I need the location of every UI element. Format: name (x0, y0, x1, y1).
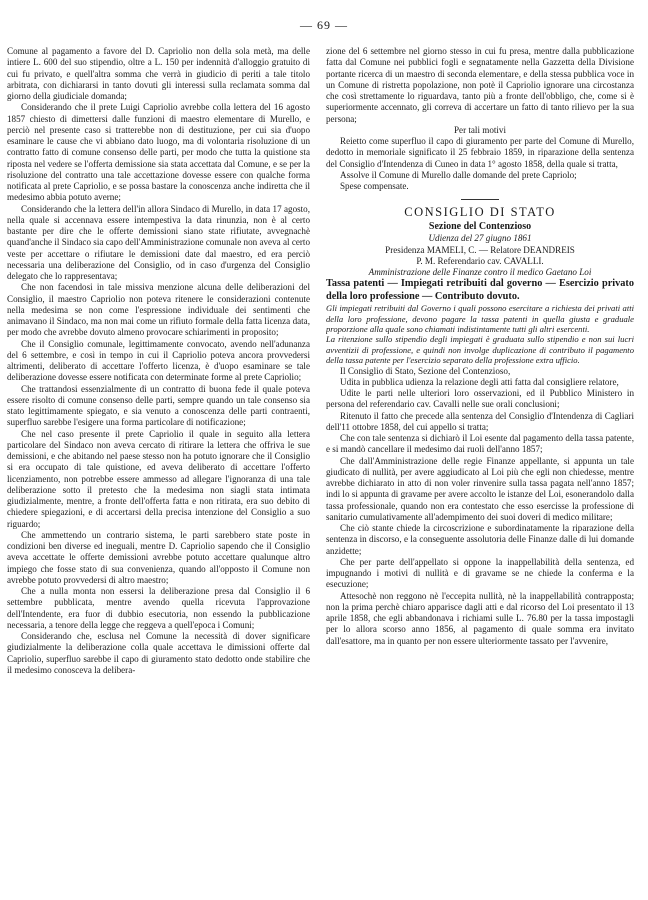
paragraph: Considerando che, esclusa nel Comune la necessità di dover significare giudizialmente la deliberazione colla quale accettava le dimissioni offerte dal Capriolio, superfluo sarebbe il capo di giuramento stato dedotto onde stabilire che il medesimo conosceva la delibera- (7, 631, 310, 675)
legal-maxim: Gli impiegati retribuiti dal Governo i quali possono esercitare a richiesta dei privati atti della loro professione, devono pagare la tassa patenti in quella giusta e graduale proporzione alla quale sono chiamati indistintamente tutti gli altri esercenti. (326, 303, 634, 335)
paragraph: Comune al pagamento a favore del D. Capriolio non della sola metà, ma delle intiere L. 600 del suo stipendio, oltre a L. 150 per indennità d'alloggio gratuito di cui fu privato, e quell'altra somma che verrà in giudicio di periti a tale titolo arbitrata, con dichiararsi in tanto dovuti gli interessi sulla reclamata somma dal giorno della giudiciale domanda; (7, 46, 310, 101)
paragraph: Considerando che il prete Luigi Capriolio avrebbe colla lettera del 16 agosto 1857 chiesto di dimettersi dalle funzioni di maestro elementare di Murello, e perciò nel presente caso si tratterebbe non di destituzione, per cui sia d'uopo esaminare le cause che vi abbiano dato luogo, ma di volontaria risoluzione di un contratto fatto di comune consenso delle parti, per modo che tutta la quistione sta riposta nel vedere se l'offerta demissione sia stata accettata dal Comune, e se per la risoluzione del contratto una tale accettazione dovesse essere con qualche forma notificata al prete Capriolio, e se possa bastare la conoscenza anche indiretta che il medesimo abbia potuto averne; (7, 102, 310, 203)
paragraph: Che il Consiglio comunale, legittimamente convocato, avendo nell'adunanza del 6 settembre, e così in tempo in cui il Capriolio poteva ancora provvedersi altrimenti, deliberato di accettare l'offerto licenza, è d'uopo esaminare se tale deliberazione dovesse essere notificata con determinate forme al prete Capriolio; (7, 338, 310, 383)
case-subject: Tassa patenti — Impiegati retribuiti dal governo — Esercizio privato della loro professione — Contributo dovuto. (326, 278, 634, 302)
paragraph: Assolve il Comune di Murello dalle domande del prete Capriolo; (340, 169, 577, 180)
right-column (326, 46, 634, 892)
paragraph: zione del 6 settembre nel giorno stesso in cui fu presa, mentre dalla pubblicazione fatta dal Comune nei pubblici fogli e segnatamente nella Gazzetta della Divisione portante ricerca di un maestro di seconda elementare, e della stessa pubblica voce in un Comune di ristretta popolazione, non potè il Capriolio ignorare una circostanza che così strettamente lo riguardava, tanto più a fronte dell'obbligo, che, come si è superiormente accennato, gli correva di accertare un fatto di tanto rilievo per la sua persona; (326, 46, 634, 124)
paragraph: Che ammettendo un contrario sistema, le parti sarebbero state poste in condizioni ben diverse ed ineguali, mentre D. Capriolio sapendo che il Consiglio aveva accettate le offerte demissioni avrebbe potuto accettare qualunque altro impiego che fosse stato di sua convenienza, quando all'opposto il Comune non avrebbe potuto provvedersi di altro maestro; (7, 529, 310, 585)
paragraph: Udite le parti nelle ulteriori loro osservazioni, ed il Pubblico Ministero in persona del referendario cav. Cavalli nelle sue orali conclusioni; (326, 388, 634, 410)
paragraph: Che per parte dell'appellato si oppone la inappellabilità della sentenza, ed impugnando i motivi di nullità e di gravame se ne chiede la conferma e la esecuzione; (326, 556, 634, 590)
paragraph: Che a nulla monta non essersi la deliberazione presa dal Consiglio il 6 settembre pubblicata, mentre avendo quella ricevuta l'approvazione dell'Intendente, era fuor di dubbio esecutoria, non essendo la pubblicazione necessaria, a tenore della legge che reggeva a quell'epoca i Comuni; (7, 586, 310, 630)
paragraph: Che trattandosi essenzialmente di un contratto di buona fede il quale poteva essere risolto di comune consenso delle parti, sempre quando un tale consenso sia stato legittimamente spiegato, e sia venuto a conoscenza delle parti contraenti, superfluo sarebbe l'esigere una forma particolare di notificazione; (7, 383, 310, 428)
parties-line: Amministrazione delle Finanze contro il medico Gaetano Loi (368, 267, 592, 277)
presidency-line: Presidenza MAMELI, C. — Relatore DEANDREIS (385, 244, 575, 255)
legal-maxim: La ritenzione sullo stipendio degli impiegati è graduata sullo stipendio e non sui lucri avventizii di professione, e quindi non involge duplicazione di contributo il pagamento della tassa patente per l'esercizio separato della professione extra ufficio. (326, 334, 634, 366)
paragraph: Che non facendosi in tale missiva menzione alcuna delle deliberazioni del Consiglio, il maestro Capriolio non poteva ritenere le considerazioni contenute nella medesima se non come l'espressione individuale dei sentimenti che animavano il Sindaco, ma non mai come un rifiuto formale della fatta licenza data, per modo che avrebbe dovuto almeno provocare schiarimenti in proposito; (7, 282, 310, 338)
paragraph: Ritenuto il fatto che precede alla sentenza del Consiglio d'Intendenza di Cagliari dell'11 ottobre 1858, del cui appello si tratta; (326, 410, 634, 432)
paragraph: Spese compensate. (340, 181, 409, 191)
section-divider (461, 199, 499, 200)
paragraph: Che dall'Amministrazione delle regie Finanze appellante, si appunta un tale giudicato di nullità, per avere aggiudicato al Loi più che egli non chiedesse, mentre avrebbe dichiarato in atto di non voler rinvenire sulla tassa pagata nell'anno 1857; indi lo si appunta di gravame per avere accolto le istanze del Loi, esonerandolo dalla tassa professionale, quando non era contestato che esso esercisse la professione di sanitario cumulativamente all'adempimento dei suoi doveri di medico militare; (326, 455, 634, 522)
public-ministry-line: P. M. Referendario cav. CAVALLI. (416, 255, 544, 266)
paragraph: Udita in pubblica udienza la relazione degli atti fatta dal consigliere relatore, (340, 376, 619, 387)
court-title: CONSIGLIO DI STATO (404, 205, 556, 220)
per-tali-motivi: Per tali motivi (453, 124, 507, 135)
paragraph: Che con tale sentenza si dichiarò il Loi esente dal pagamento della tassa patente, e si mandò cancellare il medesimo dai ruoli dell'anno 1857; (326, 433, 634, 455)
paragraph: Considerando che la lettera dell'in allora Sindaco di Murello, in data 17 agosto, nella quale si accennava essere intempestiva la data rinunzia, non è al certo bastante per dire che le offerte demissioni siano state rifiutate, avvegnachè quand'anche il Sindaco sia capo dell'Amministrazione comunale non aveva al certo veste per accettare o rifiutare le demissioni date dal maestro, ed era perciò necessaria una deliberazione del Consiglio, od in caso d'urgenza del Consiglio delegato che lo rappresentava; (7, 203, 310, 281)
paragraph: Il Consiglio di Stato, Sezione del Contenzioso, (340, 365, 511, 376)
paragraph: Attesochè non reggono nè l'eccepita nullità, nè la inappellabilità contrapposta; non la prima perchè chiaro apparisce dagli atti e dal ricorso del Loi presentato il 13 aprile 1858, che egli abbandonava i richiami sulle L. 76.80 per la tassa impostagli per lo allora scorso anno 1856, al pagamento di quale somma era invitato dall'esattore, ma in quanto per non essere ulteriormente tassato per l'avvenire, (326, 590, 634, 646)
paragraph: Che nel caso presente il prete Capriolio il quale in seguito alla lettera particolare del Sindaco non aveva cercato di ritirare la lettera che offriva le sue demissioni, e che abitando nel paese stesso non ha potuto ignorare che il Consiglio si era occupato di tale quistione, ed aveva deliberato di accettare l'offerto licenziamento, non potrebbe essere ammesso ad allegare l'ignoranza di una tale deliberazione sotto il pretesto che la medesima non siagli stata intimata giudizialmente, mentre, a fronte dell'offerta fatta e non ritirata, era suo debito di chiedere spiegazioni, e di accertarsi della precisa intenzione del Consiglio a suo riguardo; (7, 428, 310, 529)
paragraph: Reietto come superfluo il capo di giuramento per parte del Comune di Murello, dedotto in memoriale significato il 25 febbraio 1859, in riparazione della sentenza del Consiglio d'Intendenza di Cuneo in data 1° agosto 1858, della quale si tratta, (326, 136, 634, 169)
court-section: Sezione del Contenzioso (428, 221, 532, 233)
hearing-date: Udienza del 27 giugno 1861 (428, 233, 532, 244)
page-number: — 69 — (300, 18, 348, 32)
paragraph: Che ciò stante chiede la circoscrizione e subordinatamente la riparazione della sentenza in discorso, e la conseguente assolutoria delle Finanze dalle di lui domande anzidette; (326, 523, 634, 556)
left-column (7, 46, 310, 892)
